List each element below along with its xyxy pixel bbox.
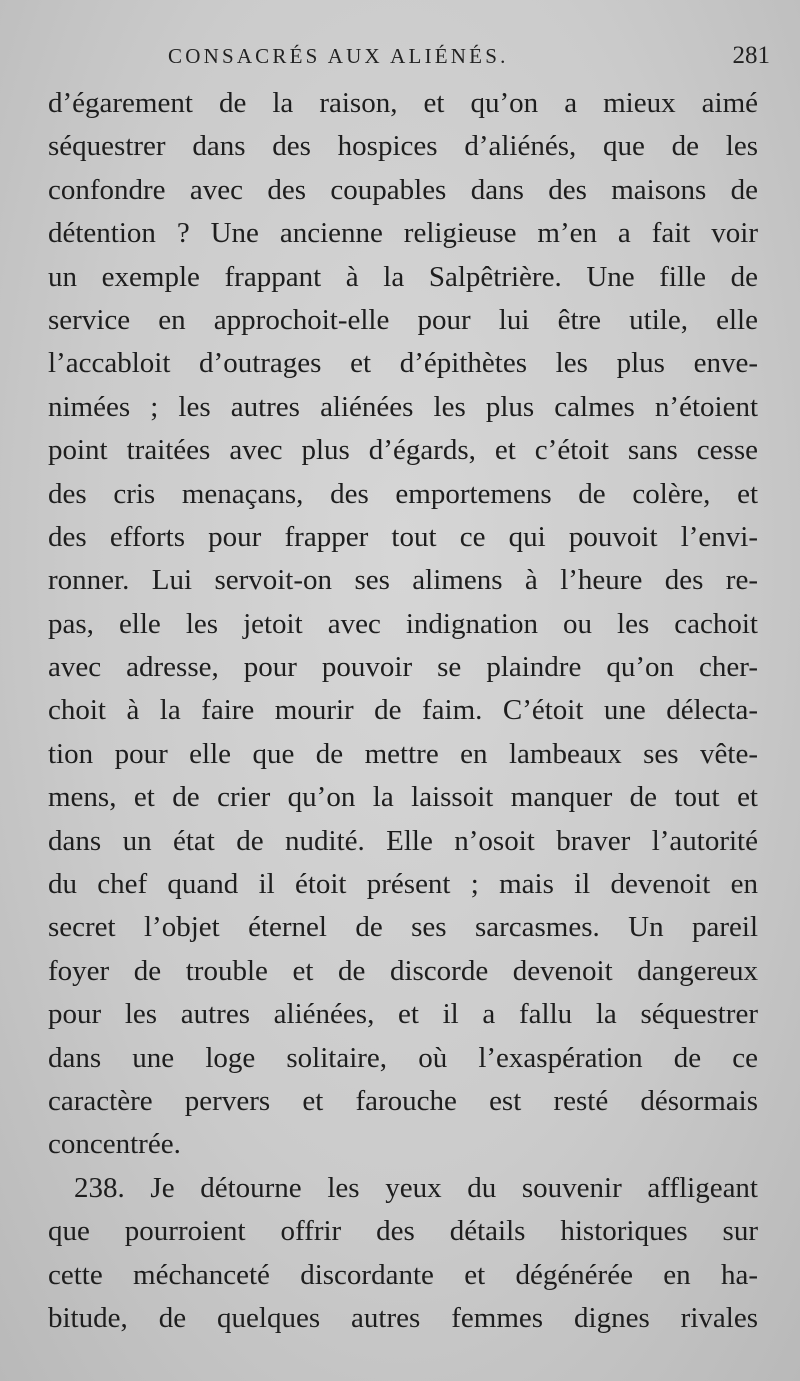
text-line: des efforts pour frapper tout ce qui pouvoit l’envi- bbox=[48, 520, 758, 553]
text-line: détention ? Une ancienne religieuse m’en a fait voir bbox=[48, 217, 758, 250]
text-line: dans un état de nudité. Elle n’osoit braver l’autorité bbox=[48, 824, 758, 857]
text-line: nimées ; les autres aliénées les plus calmes n’étoient bbox=[48, 390, 758, 423]
text-line: service en approchoit-elle pour lui être utile, elle bbox=[48, 303, 758, 336]
text-line: des cris menaçans, des emportemens de colère, et bbox=[48, 477, 758, 510]
text-line: cette méchanceté discordante et dégénérée en ha- bbox=[48, 1258, 758, 1291]
page-number: 281 bbox=[732, 42, 770, 69]
running-head: CONSACRÉS AUX ALIÉNÉS. bbox=[168, 44, 509, 68]
text-line: caractère pervers et farouche est resté désormais bbox=[48, 1084, 758, 1117]
text-line: dans une loge solitaire, où l’exaspération de ce bbox=[48, 1041, 758, 1074]
text-line: ronner. Lui servoit-on ses alimens à l’heure des re- bbox=[48, 564, 758, 597]
text-line: avec adresse, pour pouvoir se plaindre qu’on cher- bbox=[48, 651, 758, 684]
text-line: d’égarement de la raison, et qu’on a mieux aimé bbox=[48, 87, 758, 119]
text-line: point traitées avec plus d’égards, et c’étoit sans cesse bbox=[48, 434, 758, 467]
text-line: que pourroient offrir des détails historiques sur bbox=[48, 1215, 758, 1248]
text-line: foyer de trouble et de discorde devenoit dangereux bbox=[48, 954, 758, 987]
text-line: tion pour elle que de mettre en lambeaux ses vête- bbox=[48, 737, 758, 770]
paragraph-start-line: 238. Je détourne les yeux du souvenir affligeant bbox=[74, 1171, 758, 1204]
text-line: l’accabloit d’outrages et d’épithètes les plus enve- bbox=[48, 347, 758, 380]
text-line: un exemple frappant à la Salpêtrière. Une fille de bbox=[48, 260, 758, 293]
text-line: choit à la faire mourir de faim. C’étoit une délecta- bbox=[48, 694, 758, 727]
text-line: du chef quand il étoit présent ; mais il devenoit en bbox=[48, 868, 758, 901]
paragraph-end-line: concentrée. bbox=[48, 1128, 181, 1161]
text-line: bitude, de quelques autres femmes dignes rivales bbox=[48, 1301, 758, 1334]
text-line: secret l’objet éternel de ses sarcasmes. Un pareil bbox=[48, 911, 758, 944]
text-line: pour les autres aliénées, et il a fallu la séquestrer bbox=[48, 998, 758, 1031]
page-header bbox=[0, 38, 800, 78]
text-line: pas, elle les jetoit avec indignation ou les cachoit bbox=[48, 607, 758, 640]
text-line: mens, et de crier qu’on la laissoit manquer de tout et bbox=[48, 781, 758, 814]
text-line: séquestrer dans des hospices d’aliénés, que de les bbox=[48, 130, 758, 163]
page-body bbox=[48, 82, 758, 1340]
text-line: confondre avec des coupables dans des maisons de bbox=[48, 173, 758, 206]
